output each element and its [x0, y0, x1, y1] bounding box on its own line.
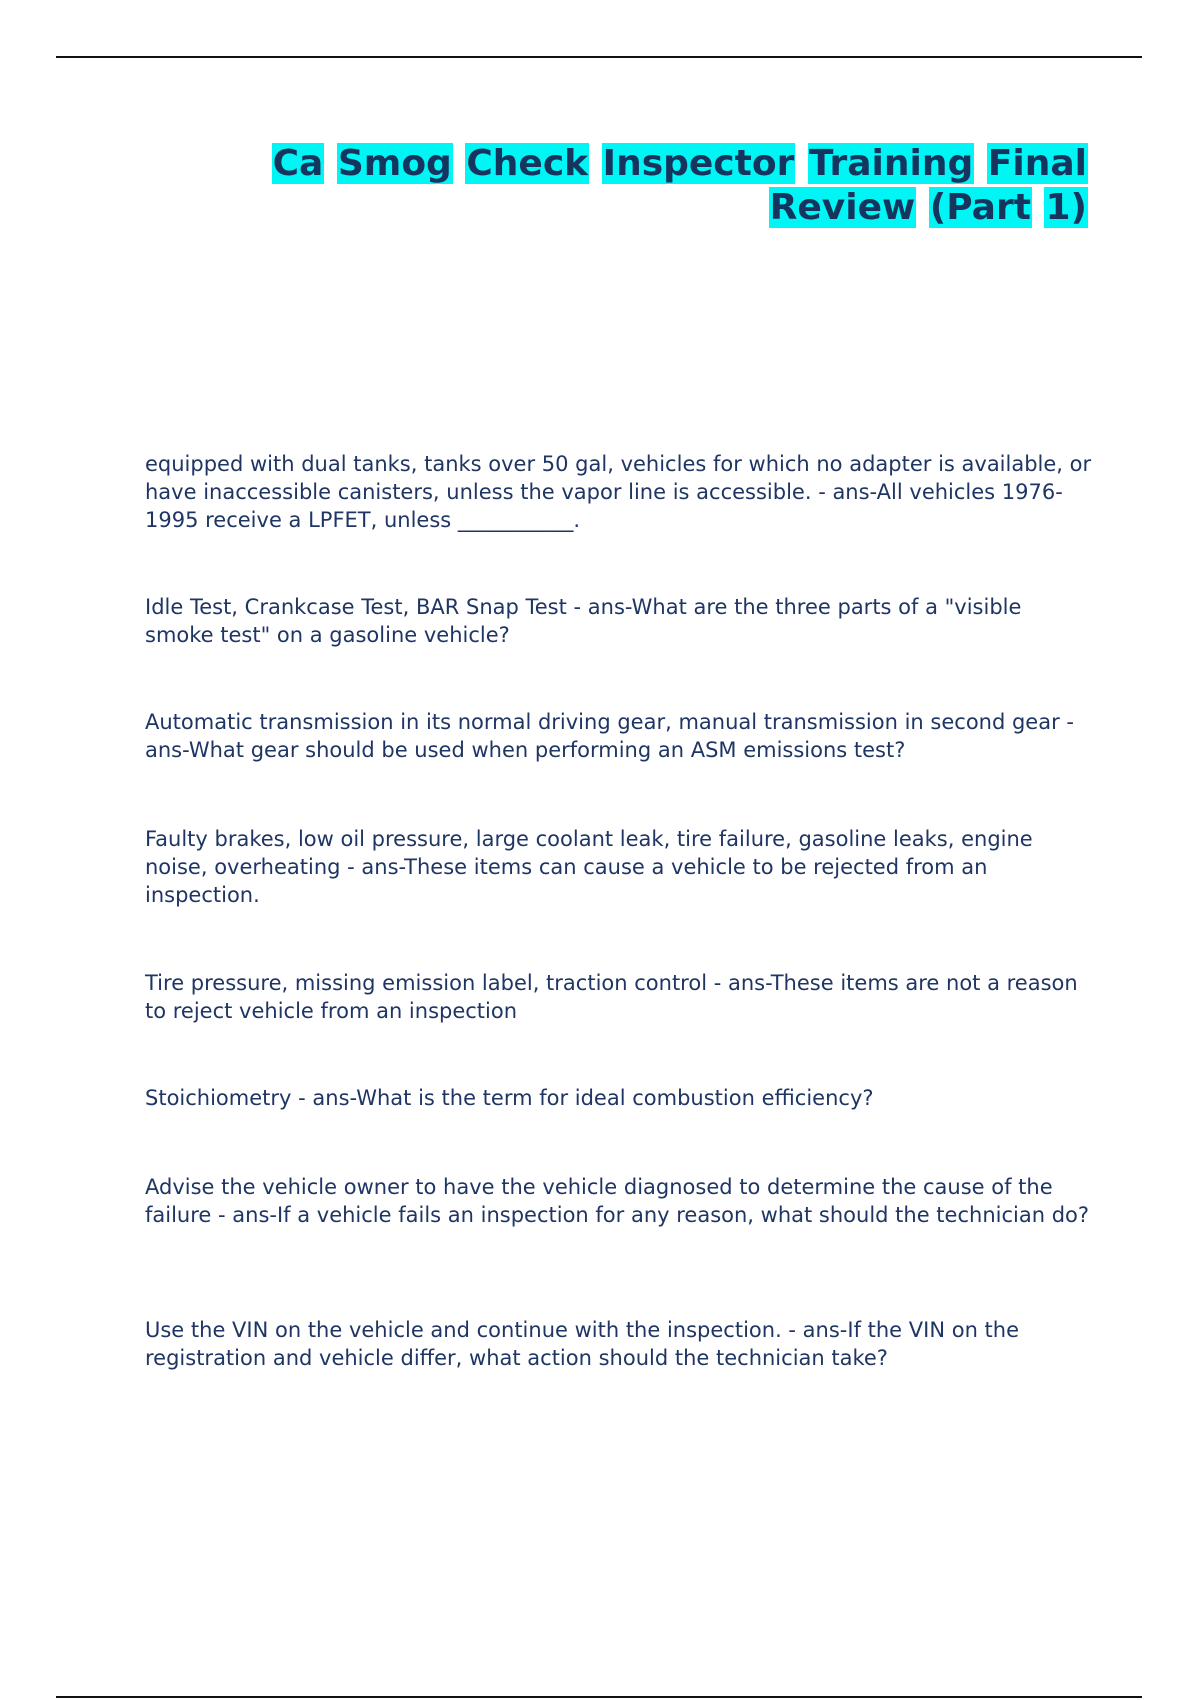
qa-item: Use the VIN on the vehicle and continue with the inspection. - ans-If the VIN on the registration and vehicle differ, what action should the technician take? [145, 1318, 1020, 1370]
title-line-2 [188, 186, 1088, 230]
title-word: Training [808, 143, 974, 184]
title-word: Review [769, 187, 916, 228]
qa-item: Stoichiometry - ans-What is the term for ideal combustion efficiency? [145, 1086, 874, 1110]
qa-item: Faulty brakes, low oil pressure, large coolant leak, tire failure, gasoline leaks, engine noise, overheating - ans-These items can cause a vehicle to be rejected from an inspection. [145, 827, 1033, 907]
qa-item: Idle Test, Crankcase Test, BAR Snap Test - ans-What are the three parts of a "visible smoke test" on a gasoline vehicle? [145, 595, 1022, 647]
document-title [188, 142, 1088, 230]
title-line-1 [188, 142, 1088, 186]
title-word: Final [987, 143, 1087, 184]
qa-item: Tire pressure, missing emission label, traction control - ans-These items are not a reason to reject vehicle from an inspection [145, 971, 1078, 1023]
title-word: Inspector [602, 143, 795, 184]
qa-item: Advise the vehicle owner to have the vehicle diagnosed to determine the cause of the failure - ans-If a vehicle fails an inspection for any reason, what should the technician do? [145, 1175, 1090, 1227]
title-word: (Part [929, 187, 1031, 228]
qa-item: equipped with dual tanks, tanks over 50 gal, vehicles for which no adapter is available, or have inaccessible canisters, unless the vapor line is accessible. - ans-All vehicles 1976-1995 receive a LPFET, unless ___________. [145, 452, 1092, 532]
bottom-rule [56, 1696, 1142, 1698]
top-rule [56, 56, 1142, 58]
qa-item: Automatic transmission in its normal driving gear, manual transmission in second gear - ans-What gear should be used when performing an ASM emissions test? [145, 710, 1074, 762]
title-word: 1) [1045, 187, 1087, 228]
title-word: Check [466, 143, 589, 184]
title-word: Smog [337, 143, 452, 184]
title-word: Ca [272, 143, 324, 184]
